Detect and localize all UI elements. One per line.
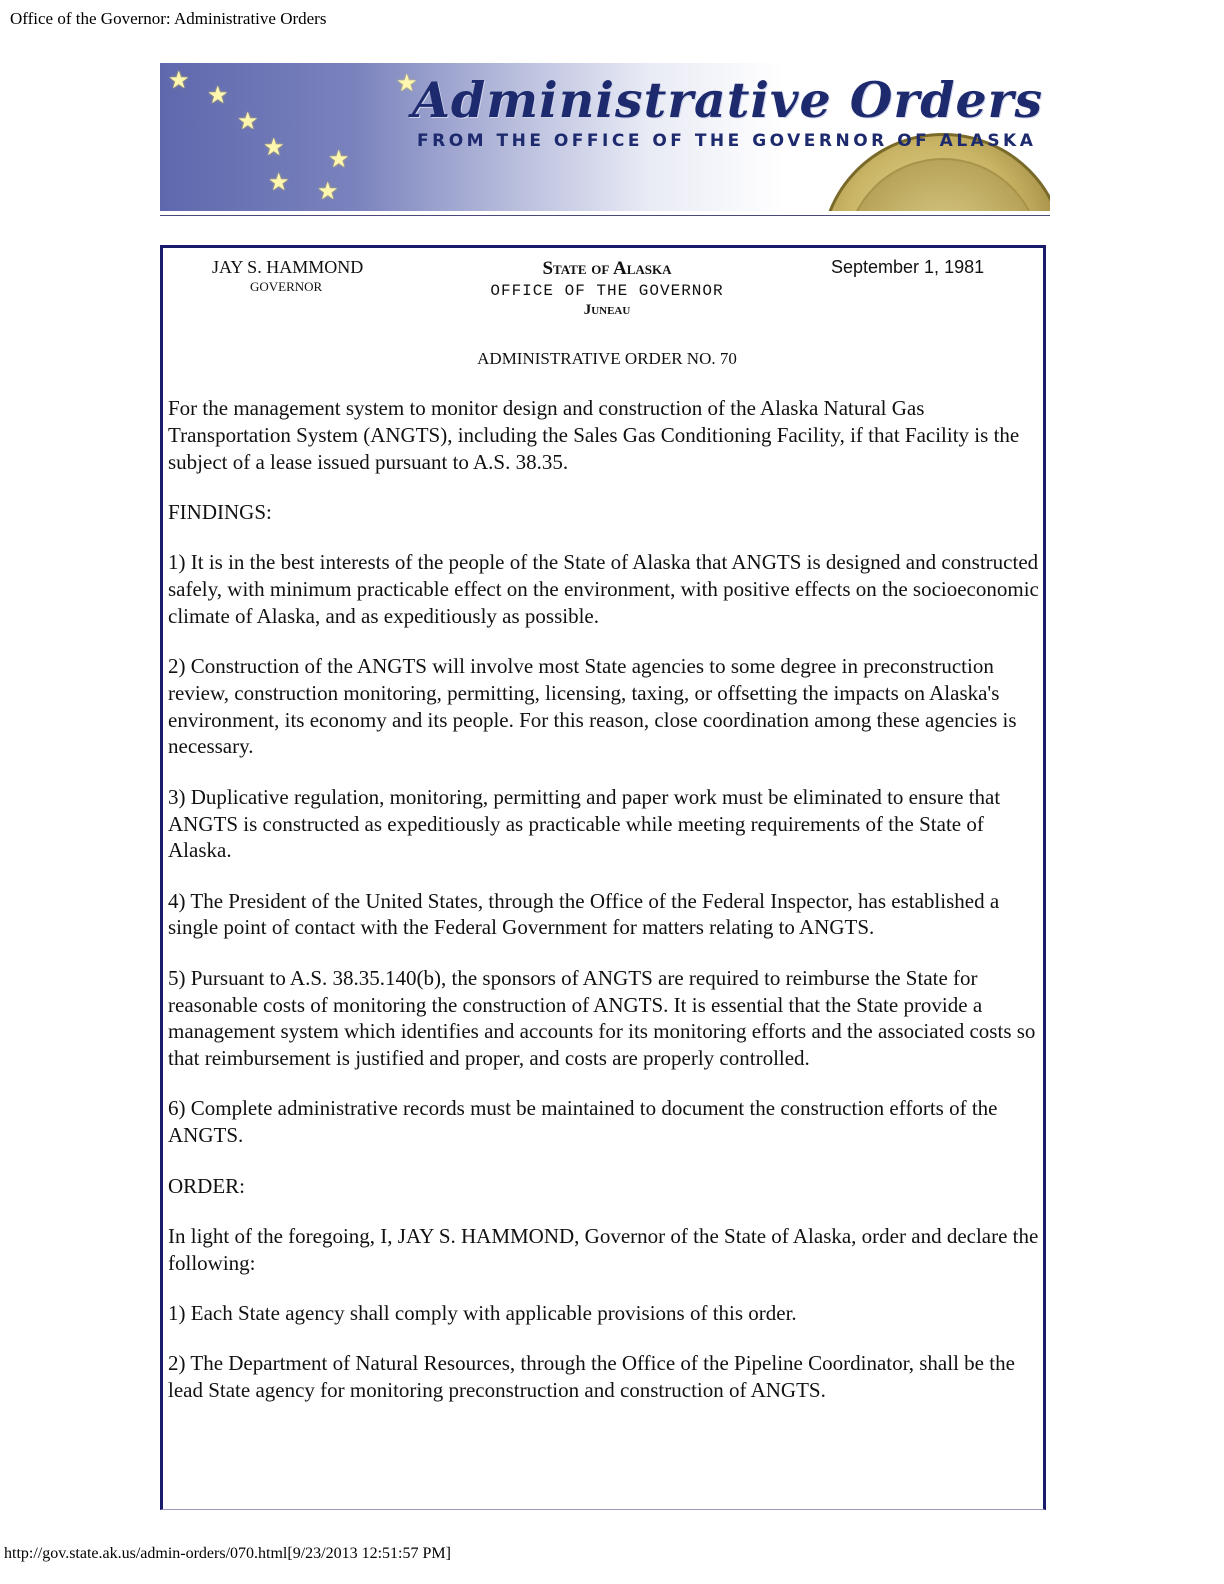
city-name: Juneau <box>583 302 631 318</box>
governor-title: GOVERNOR <box>250 279 323 294</box>
star-icon: ★ <box>168 66 190 94</box>
order-date: September 1, 1981 <box>831 257 985 277</box>
star-icon: ★ <box>207 81 229 109</box>
finding-paragraph: 5) Pursuant to A.S. 38.35.140(b), the sponsors of ANGTS are required to reimburse the State for reasonable costs of monitoring the construction of ANGTS. It is essential that the State provide a management system which identifies and accounts for its monitoring efforts and the associated costs so that reimbursement is justified and proper, and costs are properly controlled. <box>168 965 1036 1071</box>
finding-paragraph: 6) Complete administrative records must be maintained to document the construction efforts of the ANGTS. <box>168 1096 998 1148</box>
order-body <box>168 395 1048 1427</box>
star-icon: ★ <box>268 168 290 196</box>
finding-paragraph: 2) Construction of the ANGTS will involve most State agencies to some degree in preconstruction review, construction monitoring, permitting, licensing, taxing, or offsetting the impacts on Alaska's environment, its economy and its people. For this reason, close coordination among these agencies is necessary. <box>168 654 1017 759</box>
page-url-footer: http://gov.state.ak.us/admin-orders/070.html[9/23/2013 12:51:57 PM] <box>4 1545 451 1562</box>
order-item-paragraph: 1) Each State agency shall comply with applicable provisions of this order. <box>168 1300 797 1325</box>
governor-name: JAY S. HAMMOND <box>212 257 364 277</box>
browser-page-title: Office of the Governor: Administrative Orders <box>10 9 327 28</box>
banner-subtitle: FROM THE OFFICE OF THE GOVERNOR OF ALASKA <box>417 131 1037 151</box>
findings-heading: FINDINGS: <box>168 499 272 524</box>
banner-divider <box>160 215 1050 216</box>
star-icon: ★ <box>263 133 285 161</box>
order-number: ADMINISTRATIVE ORDER NO. 70 <box>477 349 737 368</box>
finding-paragraph: 4) The President of the United States, through the Office of the Federal Inspector, has established a single point of contact with the Federal Government for matters relating to ANGTS. <box>168 888 1000 940</box>
preamble-paragraph: For the management system to monitor design and construction of the Alaska Natural Gas Transportation System (ANGTS), including the Sales Gas Conditioning Facility, if that Facility is the subject of a lease issued pursuant to A.S. 38.35. <box>168 396 1020 474</box>
order-intro-paragraph: In light of the foregoing, I, JAY S. HAMMOND, Governor of the State of Alaska, order and declare the following: <box>168 1223 1039 1275</box>
star-icon: ★ <box>396 69 418 97</box>
order-item-paragraph: 2) The Department of Natural Resources, through the Office of the Pipeline Coordinator, shall be the lead State agency for monitoring preconstruction and construction of ANGTS. <box>168 1351 1015 1403</box>
finding-paragraph: 3) Duplicative regulation, monitoring, permitting and paper work must be eliminated to ensure that ANGTS is constructed as expeditiously as practicable while meeting requirements of the State of Alaska. <box>168 784 1001 863</box>
star-icon: ★ <box>237 107 259 135</box>
finding-paragraph: 1) It is in the best interests of the people of the State of Alaska that ANGTS is designed and constructed safely, with minimum practicable effect on the environment, with positive effects on the socioeconomic climate of Alaska, and as expeditiously as possible. <box>168 550 1039 628</box>
administrative-orders-banner <box>160 63 1050 211</box>
order-heading: ORDER: <box>168 1173 246 1198</box>
office-name: OFFICE OF THE GOVERNOR <box>490 282 724 300</box>
banner-title: Administrative Orders <box>412 71 1044 129</box>
state-name: State of Alaska <box>542 258 672 279</box>
seal-inner-ring <box>845 158 1041 211</box>
star-icon: ★ <box>328 145 350 173</box>
star-icon: ★ <box>317 177 339 205</box>
